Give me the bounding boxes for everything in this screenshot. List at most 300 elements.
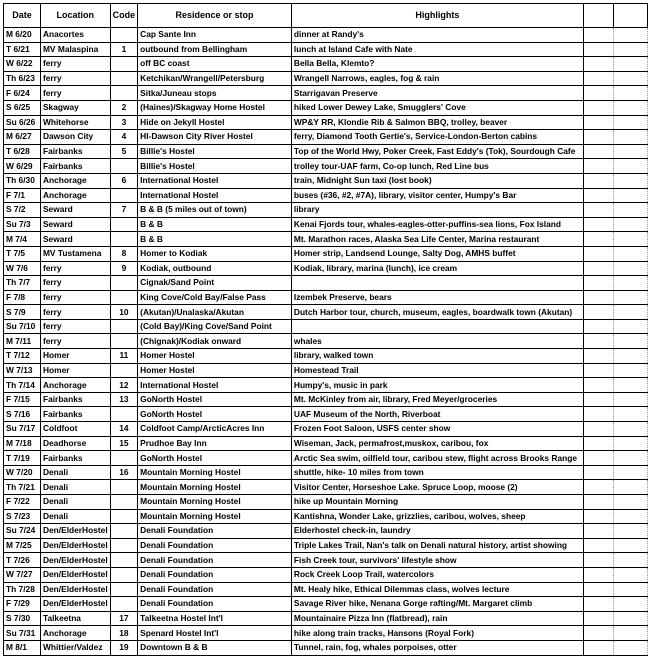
code-cell [110,334,138,349]
residence-cell: (Chignak)/Kodiak onward [138,334,292,349]
empty-cell [614,582,648,597]
code-cell: 13 [110,392,138,407]
empty-cell [614,538,648,553]
residence-cell: HI-Dawson City River Hostel [138,130,292,145]
table-row [4,451,648,466]
code-cell [110,480,138,495]
code-cell [110,538,138,553]
empty-cell [614,626,648,641]
table-row [4,363,648,378]
code-cell: 3 [110,115,138,130]
table-row [4,436,648,451]
code-cell [110,290,138,305]
highlights-cell: Rock Creek Loop Trail, watercolors [291,567,583,582]
table-row [4,276,648,291]
empty-cell [614,57,648,72]
highlights-cell: ferry, Diamond Tooth Gertie's, Service-London-Berton cabins [291,130,583,145]
empty-cell [583,290,614,305]
date-cell: M 7/11 [4,334,41,349]
location-cell: Talkeetna [40,611,110,626]
table-row [4,349,648,364]
empty-cell [614,509,648,524]
code-cell: 5 [110,144,138,159]
code-cell [110,232,138,247]
table-row [4,130,648,145]
date-cell: W 7/27 [4,567,41,582]
location-cell: Coldfoot [40,422,110,437]
code-cell: 19 [110,640,138,655]
highlights-cell: Kenai Fjords tour, whales-eagles-otter-puffins-sea lions, Fox Island [291,217,583,232]
residence-cell: Ketchikan/Wrangell/Petersburg [138,71,292,86]
highlights-cell: buses (#36, #2, #7A), library, visitor center, Humpy's Bar [291,188,583,203]
date-cell: F 7/8 [4,290,41,305]
residence-cell: International Hostel [138,378,292,393]
table-row [4,567,648,582]
location-cell: Fairbanks [40,159,110,174]
empty-cell [614,144,648,159]
date-cell: F 7/22 [4,495,41,510]
code-cell [110,451,138,466]
date-cell: S 6/25 [4,100,41,115]
location-cell: Seward [40,203,110,218]
location-cell: Fairbanks [40,407,110,422]
empty-cell [583,378,614,393]
highlights-cell: WP&Y RR, Klondie Rib & Salmon BBQ, trolley, beaver [291,115,583,130]
empty-cell [614,100,648,115]
highlights-cell: Top of the World Hwy, Poker Creek, Fast Eddy's (Tok), Sourdough Cafe [291,144,583,159]
table-row [4,611,648,626]
empty-cell [583,509,614,524]
location-cell: ferry [40,305,110,320]
residence-cell: Kodiak, outbound [138,261,292,276]
empty-cell [614,217,648,232]
table-row [4,246,648,261]
empty-cell [583,392,614,407]
date-cell: W 7/6 [4,261,41,276]
empty-cell [614,495,648,510]
residence-cell: Denali Foundation [138,538,292,553]
empty-cell [583,71,614,86]
table-row [4,509,648,524]
location-cell: Den/ElderHostel [40,582,110,597]
code-cell: 14 [110,422,138,437]
code-cell: 8 [110,246,138,261]
empty-cell [614,86,648,101]
residence-cell: Homer Hostel [138,349,292,364]
empty-cell [614,42,648,57]
table-row [4,524,648,539]
highlights-cell: Homer strip, Landsend Lounge, Salty Dog, AMHS buffet [291,246,583,261]
highlights-cell: train, Midnight Sun taxi (lost book) [291,173,583,188]
itinerary-table [3,3,648,656]
empty-cell [614,334,648,349]
table-row [4,203,648,218]
date-cell: Th 7/28 [4,582,41,597]
code-cell [110,57,138,72]
date-cell: Su 7/3 [4,217,41,232]
highlights-cell: trolley tour-UAF farm, Co-op lunch, Red Line bus [291,159,583,174]
highlights-cell: Mt. Healy hike, Ethical Dilemmas class, wolves lecture [291,582,583,597]
residence-cell: Talkeetna Hostel Int'l [138,611,292,626]
location-cell: ferry [40,276,110,291]
empty-cell [583,582,614,597]
code-cell: 18 [110,626,138,641]
location-cell: Fairbanks [40,392,110,407]
location-cell: Anchorage [40,173,110,188]
date-cell: T 7/19 [4,451,41,466]
code-cell [110,363,138,378]
location-cell: Denali [40,480,110,495]
header-empty-cell [583,4,614,28]
residence-cell: Denali Foundation [138,553,292,568]
code-cell: 9 [110,261,138,276]
location-cell: Deadhorse [40,436,110,451]
residence-cell: outbound from Bellingham [138,42,292,57]
empty-cell [583,305,614,320]
table-row [4,159,648,174]
residence-cell: Mountain Morning Hostel [138,509,292,524]
location-cell: Skagway [40,100,110,115]
location-cell: Den/ElderHostel [40,553,110,568]
date-cell: M 6/20 [4,28,41,43]
date-cell: M 6/27 [4,130,41,145]
empty-cell [583,640,614,655]
highlights-cell: Wiseman, Jack, permafrost,muskox, caribou, fox [291,436,583,451]
header-code: Code [110,4,138,28]
date-cell: T 7/26 [4,553,41,568]
residence-cell: (Akutan)/Unalaska/Akutan [138,305,292,320]
code-cell: 16 [110,465,138,480]
empty-cell [614,567,648,582]
highlights-cell: library, walked town [291,349,583,364]
date-cell: Th 6/30 [4,173,41,188]
table-row [4,640,648,655]
header-highlights: Highlights [291,4,583,28]
empty-cell [614,71,648,86]
empty-cell [614,203,648,218]
date-cell: W 6/29 [4,159,41,174]
empty-cell [583,407,614,422]
residence-cell: (Haines)/Skagway Home Hostel [138,100,292,115]
empty-cell [583,422,614,437]
header-empty-cell [614,4,648,28]
location-cell: Anchorage [40,378,110,393]
location-cell: MV Malaspina [40,42,110,57]
residence-cell: Denali Foundation [138,524,292,539]
residence-cell: Coldfoot Camp/ArcticAcres Inn [138,422,292,437]
header-row [4,4,648,28]
code-cell [110,217,138,232]
residence-cell: off BC coast [138,57,292,72]
code-cell: 15 [110,436,138,451]
empty-cell [614,349,648,364]
date-cell: T 6/21 [4,42,41,57]
table-row [4,290,648,305]
empty-cell [583,567,614,582]
table-row [4,378,648,393]
highlights-cell: hike along train tracks, Hansons (Royal Fork) [291,626,583,641]
code-cell: 12 [110,378,138,393]
table-row [4,188,648,203]
highlights-cell: lunch at Island Cafe with Nate [291,42,583,57]
empty-cell [614,465,648,480]
empty-cell [583,130,614,145]
empty-cell [583,495,614,510]
table-row [4,422,648,437]
empty-cell [583,246,614,261]
highlights-cell: Starrigavan Preserve [291,86,583,101]
date-cell: Su 7/24 [4,524,41,539]
empty-cell [614,611,648,626]
date-cell: S 7/23 [4,509,41,524]
location-cell: Seward [40,232,110,247]
residence-cell: Mountain Morning Hostel [138,480,292,495]
empty-cell [583,57,614,72]
table-row [4,144,648,159]
location-cell: Whittier/Valdez [40,640,110,655]
highlights-cell: Humpy's, music in park [291,378,583,393]
table-row [4,392,648,407]
residence-cell: Hide on Jekyll Hostel [138,115,292,130]
location-cell: MV Tustamena [40,246,110,261]
empty-cell [583,363,614,378]
residence-cell: Mountain Morning Hostel [138,465,292,480]
code-cell: 7 [110,203,138,218]
residence-cell: Denali Foundation [138,597,292,612]
date-cell: W 7/13 [4,363,41,378]
highlights-cell: Savage River hike, Nenana Gorge rafting/Mt. Margaret climb [291,597,583,612]
date-cell: F 7/15 [4,392,41,407]
date-cell: S 7/16 [4,407,41,422]
table-row [4,305,648,320]
residence-cell: Downtown B & B [138,640,292,655]
empty-cell [583,173,614,188]
empty-cell [583,86,614,101]
empty-cell [583,144,614,159]
date-cell: W 6/22 [4,57,41,72]
code-cell [110,188,138,203]
table-row [4,465,648,480]
residence-cell: Billie's Hostel [138,144,292,159]
residence-cell: Denali Foundation [138,567,292,582]
empty-cell [614,246,648,261]
table-row [4,86,648,101]
highlights-cell: Fish Creek tour, survivors' lifestyle show [291,553,583,568]
code-cell [110,28,138,43]
residence-cell: Cignak/Sand Point [138,276,292,291]
residence-cell: Billie's Hostel [138,159,292,174]
code-cell: 6 [110,173,138,188]
location-cell: Homer [40,349,110,364]
location-cell: ferry [40,261,110,276]
empty-cell [614,422,648,437]
empty-cell [614,480,648,495]
code-cell: 17 [110,611,138,626]
highlights-cell: Mountainaire Pizza Inn (flatbread), rain [291,611,583,626]
table-row [4,538,648,553]
table-row [4,334,648,349]
table-row [4,217,648,232]
code-cell: 4 [110,130,138,145]
empty-cell [614,115,648,130]
highlights-cell: whales [291,334,583,349]
highlights-cell: Visitor Center, Horseshoe Lake. Spruce Loop, moose (2) [291,480,583,495]
highlights-cell: Kantishna, Wonder Lake, grizzlies, caribou, wolves, sheep [291,509,583,524]
location-cell: Denali [40,465,110,480]
empty-cell [583,203,614,218]
residence-cell: International Hostel [138,188,292,203]
residence-cell: GoNorth Hostel [138,392,292,407]
empty-cell [614,553,648,568]
date-cell: F 6/24 [4,86,41,101]
date-cell: F 7/29 [4,597,41,612]
residence-cell: B & B [138,232,292,247]
empty-cell [583,334,614,349]
highlights-cell: Frozen Foot Saloon, USFS center show [291,422,583,437]
empty-cell [583,465,614,480]
date-cell: Th 7/21 [4,480,41,495]
date-cell: F 7/1 [4,188,41,203]
location-cell: ferry [40,290,110,305]
empty-cell [614,28,648,43]
empty-cell [583,159,614,174]
location-cell: Denali [40,509,110,524]
date-cell: S 7/30 [4,611,41,626]
location-cell: ferry [40,334,110,349]
residence-cell: Homer to Kodiak [138,246,292,261]
highlights-cell: Arctic Sea swim, oilfield tour, caribou stew, flight across Brooks Range [291,451,583,466]
residence-cell: King Cove/Cold Bay/False Pass [138,290,292,305]
empty-cell [614,232,648,247]
residence-cell: GoNorth Hostel [138,407,292,422]
empty-cell [583,553,614,568]
empty-cell [614,130,648,145]
location-cell: ferry [40,71,110,86]
code-cell: 1 [110,42,138,57]
empty-cell [614,407,648,422]
empty-cell [614,392,648,407]
date-cell: S 7/2 [4,203,41,218]
code-cell: 2 [110,100,138,115]
empty-cell [614,436,648,451]
table-row [4,115,648,130]
table-row [4,582,648,597]
date-cell: T 7/12 [4,349,41,364]
date-cell: T 6/28 [4,144,41,159]
residence-cell: GoNorth Hostel [138,451,292,466]
highlights-cell: Tunnel, rain, fog, whales porpoises, otter [291,640,583,655]
empty-cell [583,188,614,203]
highlights-cell: Mt. Marathon races, Alaska Sea Life Center, Marina restaurant [291,232,583,247]
highlights-cell: Bella Bella, Klemto? [291,57,583,72]
location-cell: Anchorage [40,188,110,203]
highlights-cell: Kodiak, library, marina (lunch), ice cream [291,261,583,276]
date-cell: M 7/4 [4,232,41,247]
highlights-cell: Homestead Trail [291,363,583,378]
residence-cell: (Cold Bay)/King Cove/Sand Point [138,319,292,334]
date-cell: M 7/18 [4,436,41,451]
date-cell: Su 6/26 [4,115,41,130]
empty-cell [583,319,614,334]
residence-cell: Prudhoe Bay Inn [138,436,292,451]
empty-cell [614,319,648,334]
location-cell: Den/ElderHostel [40,567,110,582]
highlights-cell: Dutch Harbor tour, church, museum, eagles, boardwalk town (Akutan) [291,305,583,320]
code-cell [110,553,138,568]
empty-cell [614,276,648,291]
highlights-cell: Elderhostel check-in, laundry [291,524,583,539]
empty-cell [583,626,614,641]
empty-cell [614,159,648,174]
code-cell [110,319,138,334]
location-cell: Fairbanks [40,144,110,159]
table-row [4,261,648,276]
highlights-cell [291,319,583,334]
empty-cell [614,524,648,539]
table-row [4,173,648,188]
date-cell: Th 6/23 [4,71,41,86]
location-cell: ferry [40,319,110,334]
code-cell [110,71,138,86]
residence-cell: Cap Sante Inn [138,28,292,43]
code-cell [110,597,138,612]
empty-cell [583,436,614,451]
empty-cell [583,261,614,276]
residence-cell: Homer Hostel [138,363,292,378]
code-cell [110,524,138,539]
empty-cell [583,480,614,495]
location-cell: Seward [40,217,110,232]
empty-cell [583,538,614,553]
date-cell: Th 7/7 [4,276,41,291]
table-row [4,57,648,72]
code-cell: 11 [110,349,138,364]
empty-cell [614,305,648,320]
date-cell: Su 7/31 [4,626,41,641]
empty-cell [614,363,648,378]
table-row [4,597,648,612]
highlights-cell: hike up Mountain Morning [291,495,583,510]
table-row [4,319,648,334]
date-cell: T 7/5 [4,246,41,261]
empty-cell [583,349,614,364]
date-cell: S 7/9 [4,305,41,320]
highlights-cell: Wrangell Narrows, eagles, fog & rain [291,71,583,86]
location-cell: ferry [40,57,110,72]
highlights-cell: Triple Lakes Trail, Nan's talk on Denali natural history, artist showing [291,538,583,553]
table-row [4,42,648,57]
empty-cell [583,611,614,626]
table-row [4,480,648,495]
empty-cell [583,28,614,43]
empty-cell [583,232,614,247]
empty-cell [583,451,614,466]
code-cell [110,159,138,174]
code-cell [110,567,138,582]
code-cell [110,407,138,422]
date-cell: Su 7/10 [4,319,41,334]
residence-cell: B & B (5 miles out of town) [138,203,292,218]
empty-cell [614,451,648,466]
empty-cell [583,42,614,57]
highlights-cell: UAF Museum of the North, Riverboat [291,407,583,422]
residence-cell: B & B [138,217,292,232]
table-row [4,100,648,115]
date-cell: Th 7/14 [4,378,41,393]
empty-cell [583,217,614,232]
table-row [4,407,648,422]
code-cell [110,582,138,597]
